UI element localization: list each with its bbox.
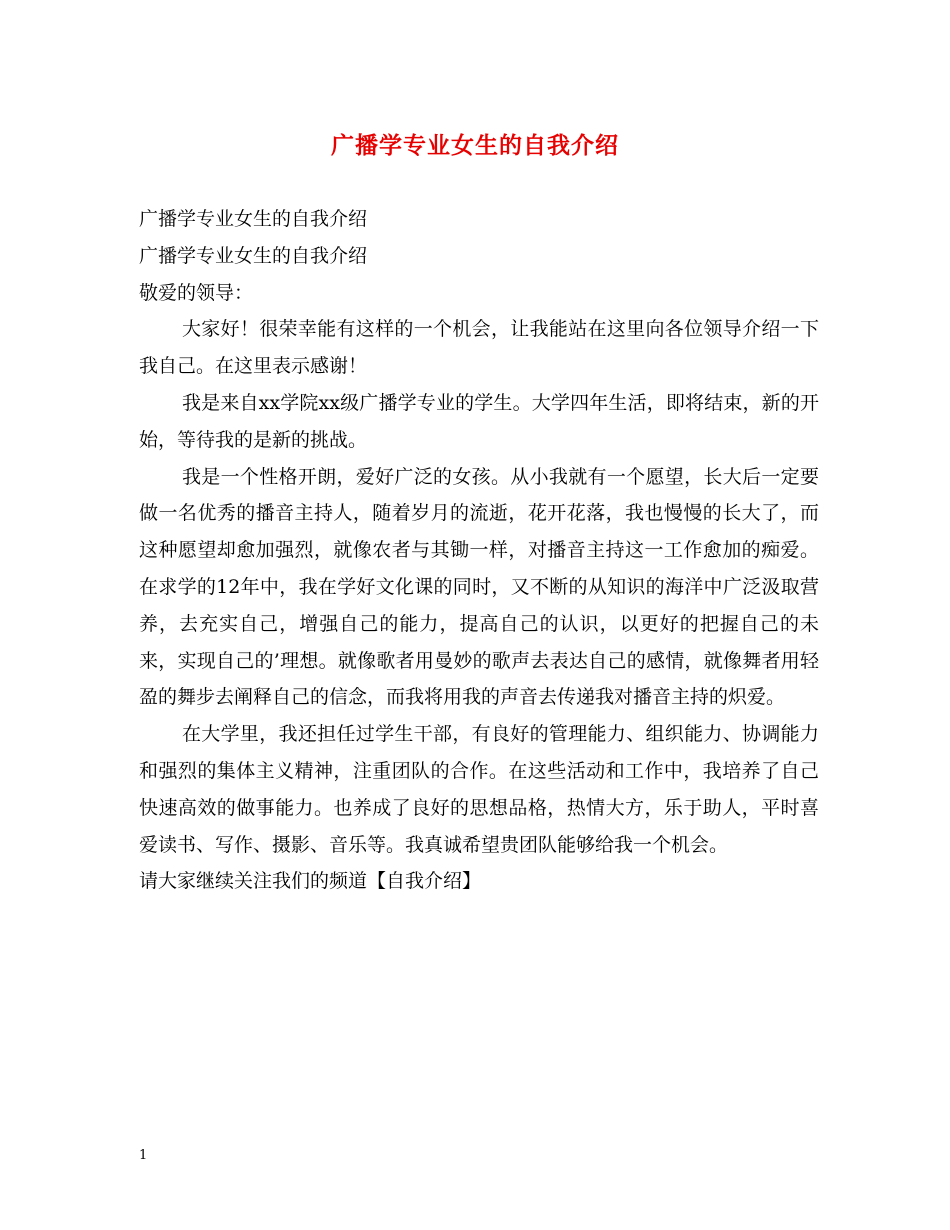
- body-paragraph: 大家好！很荣幸能有这样的一个机会，让我能站在这里向各位领导介绍一下我自己。在这里表示感谢！: [139, 318, 819, 378]
- body-paragraph: 在大学里，我还担任过学生干部，有良好的管理能力、组织能力、协调能力和强烈的集体主义精神，注重团队的合作。在这些活动和工作中，我培养了自己快速高效的做事能力。也养成了良好的思想品格，热情大方，乐于助人，平时喜爱读书、写作、摄影、音乐等。我真诚希望贵团队能够给我一个机会。: [139, 723, 819, 856]
- page-number: 1: [139, 1148, 148, 1163]
- body-paragraph: 我是来自xx学院xx级广播学专业的学生。大学四年生活，即将结束，新的开始，等待我的是新的挑战。: [139, 391, 819, 451]
- subtitle-line: 广播学专业女生的自我介绍: [139, 208, 368, 230]
- document-title: 广播学专业女生的自我介绍: [331, 132, 619, 159]
- salutation: 敬爱的领导：: [139, 281, 254, 304]
- document-body: [139, 201, 819, 900]
- subtitle-line: 广播学专业女生的自我介绍: [139, 244, 368, 267]
- closing-line: 请大家继续关注我们的频道【自我介绍】: [139, 870, 482, 893]
- body-paragraph: 我是一个性格开朗，爱好广泛的女孩。从小我就有一个愿望，长大后一定要做一名优秀的播音主持人，随着岁月的流逝，花开花落，我也慢慢的长大了，而这种愿望却愈加强烈，就像农者与其锄一样，对播音主持这一工作愈加的痴爱。在求学的12年中，我在学好文化课的同时，又不断的从知识的海洋中广泛汲取营养，去充实自己，增强自己的能力，提高自己的认识，以更好的把握自己的未来，实现自己的’理想。就像歌者用曼妙的歌声去表达自己的感情，就像舞者用轻盈的舞步去阐释自己的信念，而我将用我的声音去传递我对播音主持的炽爱。: [139, 465, 819, 709]
